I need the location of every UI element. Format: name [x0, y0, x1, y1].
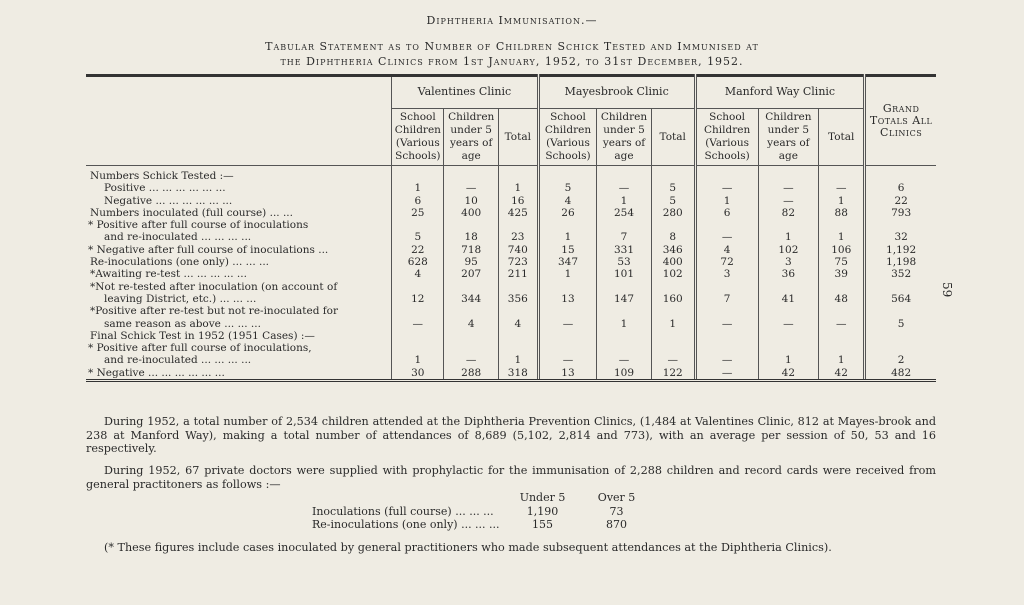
table-row [86, 367, 936, 381]
section-title: Diphtheria Immunisation.— [426, 14, 598, 27]
cell-value: 1,198 [865, 256, 936, 268]
cell-value [498, 166, 538, 183]
cell-value: 82 [758, 207, 819, 219]
table-row [86, 195, 936, 207]
cell-value: 75 [819, 256, 865, 268]
cell-value: 1,192 [865, 244, 936, 256]
cell-value: 4 [538, 195, 597, 207]
row-label: *Not re-tested after inoculation (on account of [90, 280, 338, 293]
cell-value [758, 281, 819, 293]
table-row [86, 318, 936, 330]
cell-value: — [758, 195, 819, 207]
row-label: same reason as above ... ... ... [104, 317, 261, 330]
row-label: *Awaiting re-test ... ... ... ... ... [90, 268, 247, 281]
cell-value: 318 [498, 367, 538, 381]
table-title-line2: the Diphtheria Clinics from 1st January, 1952, to 31st December, 1952. [280, 55, 744, 68]
subheader-under5: Children under 5 years of age [597, 109, 651, 166]
cell-value [819, 219, 865, 231]
clinic-header-valentines: Valentines Clinic [392, 76, 539, 109]
cell-value: — [597, 182, 651, 194]
subheader-total: Total [651, 109, 695, 166]
cell-value: 3 [758, 256, 819, 268]
cell-value: 106 [819, 244, 865, 256]
cell-value: 5 [651, 182, 695, 194]
cell-value: 5 [865, 318, 936, 330]
cell-value [392, 330, 444, 342]
cell-value: 1 [819, 231, 865, 243]
cell-value: 10 [444, 195, 498, 207]
cell-value: 26 [538, 207, 597, 219]
cell-value [597, 330, 651, 342]
cell-value: 6 [392, 195, 444, 207]
cell-value: 23 [498, 231, 538, 243]
cell-value: 13 [538, 293, 597, 305]
cell-value [444, 330, 498, 342]
cell-value: 2 [865, 354, 936, 366]
cell-value: 347 [538, 256, 597, 268]
cell-value [392, 219, 444, 231]
cell-value [819, 330, 865, 342]
cell-value: 147 [597, 293, 651, 305]
cell-value [444, 219, 498, 231]
cell-value: 723 [498, 256, 538, 268]
cell-value [865, 281, 936, 293]
cell-value: — [392, 318, 444, 330]
cell-value [651, 330, 695, 342]
table-body [86, 166, 936, 381]
table-row [306, 505, 654, 519]
clinic-header-mayesbrook: Mayesbrook Clinic [538, 76, 695, 109]
cell-value [758, 219, 819, 231]
cell-value [695, 342, 758, 354]
cell-value: 207 [444, 268, 498, 280]
cell-value: 12 [392, 293, 444, 305]
cell-value: 1 [819, 354, 865, 366]
cell-value: 13 [538, 367, 597, 381]
subheader-school: School Children (Various Schools) [392, 109, 444, 166]
cell-value: — [695, 182, 758, 194]
clinic-header-manford: Manford Way Clinic [695, 76, 865, 109]
cell-value: 8 [651, 231, 695, 243]
cell-value: 1 [597, 195, 651, 207]
cell-value: 32 [865, 231, 936, 243]
cell-value: 15 [538, 244, 597, 256]
table-row [86, 166, 936, 183]
cell-value [819, 305, 865, 317]
cell-value [498, 305, 538, 317]
cell-value [819, 281, 865, 293]
cell-value [758, 166, 819, 183]
table-row [86, 330, 936, 342]
cell-value: 331 [597, 244, 651, 256]
cell-value [597, 342, 651, 354]
table-title-line1: Tabular Statement as to Number of Children Schick Tested and Immunised at [265, 40, 759, 53]
cell-value: 400 [444, 207, 498, 219]
cell-value: 4 [695, 244, 758, 256]
cell-value: 482 [865, 367, 936, 381]
cell-value: 6 [865, 182, 936, 194]
cell-value: 288 [444, 367, 498, 381]
cell-value [597, 305, 651, 317]
under5-header: Under 5 [519, 491, 566, 504]
cell-value: 1 [758, 231, 819, 243]
cell-value: 1 [498, 182, 538, 194]
cell-value: 564 [865, 293, 936, 305]
cell-value: 7 [695, 293, 758, 305]
cell-value: 18 [444, 231, 498, 243]
cell-value: 155 [532, 518, 554, 531]
cell-value: 122 [651, 367, 695, 381]
cell-value: — [444, 182, 498, 194]
cell-value: 740 [498, 244, 538, 256]
cell-value: 42 [819, 367, 865, 381]
private-label-header [306, 491, 506, 505]
cell-value: 5 [538, 182, 597, 194]
cell-value: 356 [498, 293, 538, 305]
row-label: Re-inoculations (one only) ... ... ... [90, 256, 270, 269]
cell-value: 36 [758, 268, 819, 280]
cell-value: — [758, 318, 819, 330]
cell-value: 793 [865, 207, 936, 219]
row-label: Numbers Schick Tested :— [90, 170, 234, 182]
cell-value [695, 305, 758, 317]
cell-value: — [538, 354, 597, 366]
cell-value [865, 330, 936, 342]
cell-value [538, 342, 597, 354]
row-label: Re-inoculations (one only) ... ... ... [312, 518, 500, 531]
row-label: Final Schick Test in 1952 (1951 Cases) :— [90, 329, 315, 342]
cell-value [444, 166, 498, 183]
cell-value: 628 [392, 256, 444, 268]
cell-value: 718 [444, 244, 498, 256]
cell-value [651, 219, 695, 231]
cell-value: 7 [597, 231, 651, 243]
subheader-total: Total [819, 109, 865, 166]
cell-value [444, 281, 498, 293]
subheader-total: Total [498, 109, 538, 166]
row-label: * Positive after full course of inoculations [88, 219, 309, 232]
cell-value [695, 330, 758, 342]
subheader-school: School Children (Various Schools) [538, 109, 597, 166]
cell-value [392, 305, 444, 317]
cell-value [865, 305, 936, 317]
cell-value [695, 219, 758, 231]
cell-value [819, 342, 865, 354]
cell-value: 48 [819, 293, 865, 305]
cell-value: 73 [609, 504, 624, 518]
cell-value: 5 [651, 195, 695, 207]
page-number: 59 [940, 282, 954, 298]
cell-value [444, 305, 498, 317]
cell-value: 72 [695, 256, 758, 268]
cell-value [865, 342, 936, 354]
table-row [306, 518, 654, 532]
cell-value: 5 [392, 231, 444, 243]
table-row [86, 207, 936, 219]
cell-value: 1 [538, 268, 597, 280]
cell-value [392, 166, 444, 183]
cell-value: 1 [758, 354, 819, 366]
cell-value [758, 305, 819, 317]
row-label: * Negative after full course of inoculations ... [88, 243, 329, 256]
cell-value: 53 [597, 256, 651, 268]
cell-value: — [597, 354, 651, 366]
cell-value: 16 [498, 195, 538, 207]
private-doctors-table [306, 491, 654, 532]
cell-value: 870 [606, 518, 628, 531]
cell-value: 6 [695, 207, 758, 219]
cell-value: 101 [597, 268, 651, 280]
cell-value: — [538, 318, 597, 330]
label-subheader [86, 109, 392, 166]
cell-value [865, 166, 936, 183]
cell-value: 425 [498, 207, 538, 219]
subheader-under5: Children under 5 years of age [444, 109, 498, 166]
table-row [86, 268, 936, 280]
cell-value: 25 [392, 207, 444, 219]
cell-value: 1 [819, 195, 865, 207]
cell-value [444, 342, 498, 354]
table-row [86, 256, 936, 268]
cell-value: 346 [651, 244, 695, 256]
cell-value: 4 [498, 318, 538, 330]
cell-value [498, 219, 538, 231]
table-row [86, 219, 936, 231]
cell-value: 1,190 [526, 504, 559, 518]
row-label: * Negative ... ... ... ... ... ... [86, 367, 392, 381]
cell-value: 102 [651, 268, 695, 280]
row-label: *Positive after re-test but not re-inoculated for [90, 305, 339, 318]
row-label: leaving District, etc.) ... ... ... [104, 292, 257, 305]
cell-value [538, 219, 597, 231]
row-label: Numbers inoculated (full course) ... ... [90, 206, 293, 219]
cell-value: 1 [651, 318, 695, 330]
cell-value: 344 [444, 293, 498, 305]
over5-header: Over 5 [597, 491, 636, 504]
cell-value [538, 330, 597, 342]
cell-value [651, 166, 695, 183]
cell-value [865, 219, 936, 231]
cell-value: 160 [651, 293, 695, 305]
cell-value: 41 [758, 293, 819, 305]
cell-value [538, 281, 597, 293]
grand-total-header: Grand Totals All Clinics [865, 76, 936, 166]
cell-value: 1 [392, 354, 444, 366]
cell-value: — [695, 367, 758, 381]
cell-value [597, 166, 651, 183]
row-label: Positive ... ... ... ... ... ... [104, 182, 226, 195]
cell-value: 1 [597, 318, 651, 330]
cell-value: — [695, 231, 758, 243]
cell-value: 102 [758, 244, 819, 256]
table-row [86, 354, 936, 366]
cell-value [819, 166, 865, 183]
cell-value: — [651, 354, 695, 366]
cell-value [597, 281, 651, 293]
cell-value: 30 [392, 367, 444, 381]
cell-value: 39 [819, 268, 865, 280]
table-row [86, 281, 936, 293]
cell-value: — [695, 354, 758, 366]
cell-value: 352 [865, 268, 936, 280]
cell-value: 4 [444, 318, 498, 330]
private-doctors-paragraph: During 1952, 67 private doctors were supplied with prophylactic for the immunisation of 2,288 children and record cards were received from general practitoners as follows :— [86, 464, 936, 491]
cell-value: 1 [695, 195, 758, 207]
label-header [86, 76, 392, 109]
cell-value: 400 [651, 256, 695, 268]
row-label: Negative ... ... ... ... ... ... [104, 194, 233, 207]
cell-value [651, 281, 695, 293]
cell-value [538, 166, 597, 183]
table-row [86, 244, 936, 256]
cell-value [392, 342, 444, 354]
cell-value [498, 281, 538, 293]
cell-value: 22 [865, 195, 936, 207]
row-label: * Positive after full course of inoculations, [88, 342, 312, 355]
cell-value: 42 [758, 367, 819, 381]
cell-value [597, 219, 651, 231]
cell-value: 22 [392, 244, 444, 256]
cell-value: — [695, 318, 758, 330]
cell-value [651, 342, 695, 354]
cell-value: 95 [444, 256, 498, 268]
row-label: Inoculations (full course) ... ... ... [312, 504, 494, 518]
cell-value [538, 305, 597, 317]
cell-value: 4 [392, 268, 444, 280]
cell-value: 211 [498, 268, 538, 280]
cell-value: 88 [819, 207, 865, 219]
cell-value: 254 [597, 207, 651, 219]
subheader-under5: Children under 5 years of age [758, 109, 819, 166]
table-row [86, 182, 936, 194]
cell-value [498, 330, 538, 342]
table-row [86, 305, 936, 317]
cell-value: 3 [695, 268, 758, 280]
cell-value [392, 281, 444, 293]
cell-value: 1 [498, 354, 538, 366]
footnote: (* These figures include cases inoculated by general practitioners who made subsequent attendances at the Diphtheria Clinics). [104, 541, 832, 554]
cell-value: — [444, 354, 498, 366]
cell-value: — [819, 182, 865, 194]
cell-value [695, 166, 758, 183]
immunisation-table [86, 74, 936, 382]
cell-value: 1 [538, 231, 597, 243]
attendance-paragraph: During 1952, a total number of 2,534 children attended at the Diphtheria Prevention Clinics, (1,484 at Valentines Clinic, 812 at Mayes-brook and 238 at Manford Way), making a total number of attendances of 8,689 (5,102, 2,814 and 773), with an average per session of 50, 53 and 16 respectively. [86, 415, 936, 455]
subheader-school: School Children (Various Schools) [695, 109, 758, 166]
cell-value: 109 [597, 367, 651, 381]
row-label: and re-inoculated ... ... ... ... [104, 231, 252, 244]
cell-value: 280 [651, 207, 695, 219]
table-row [86, 293, 936, 305]
cell-value [695, 281, 758, 293]
cell-value: — [819, 318, 865, 330]
cell-value: 1 [392, 182, 444, 194]
table-row [86, 231, 936, 243]
cell-value [758, 342, 819, 354]
cell-value: — [758, 182, 819, 194]
row-label: and re-inoculated ... ... ... ... [104, 354, 252, 367]
cell-value [651, 305, 695, 317]
cell-value [758, 330, 819, 342]
table-row [86, 342, 936, 354]
cell-value [498, 342, 538, 354]
